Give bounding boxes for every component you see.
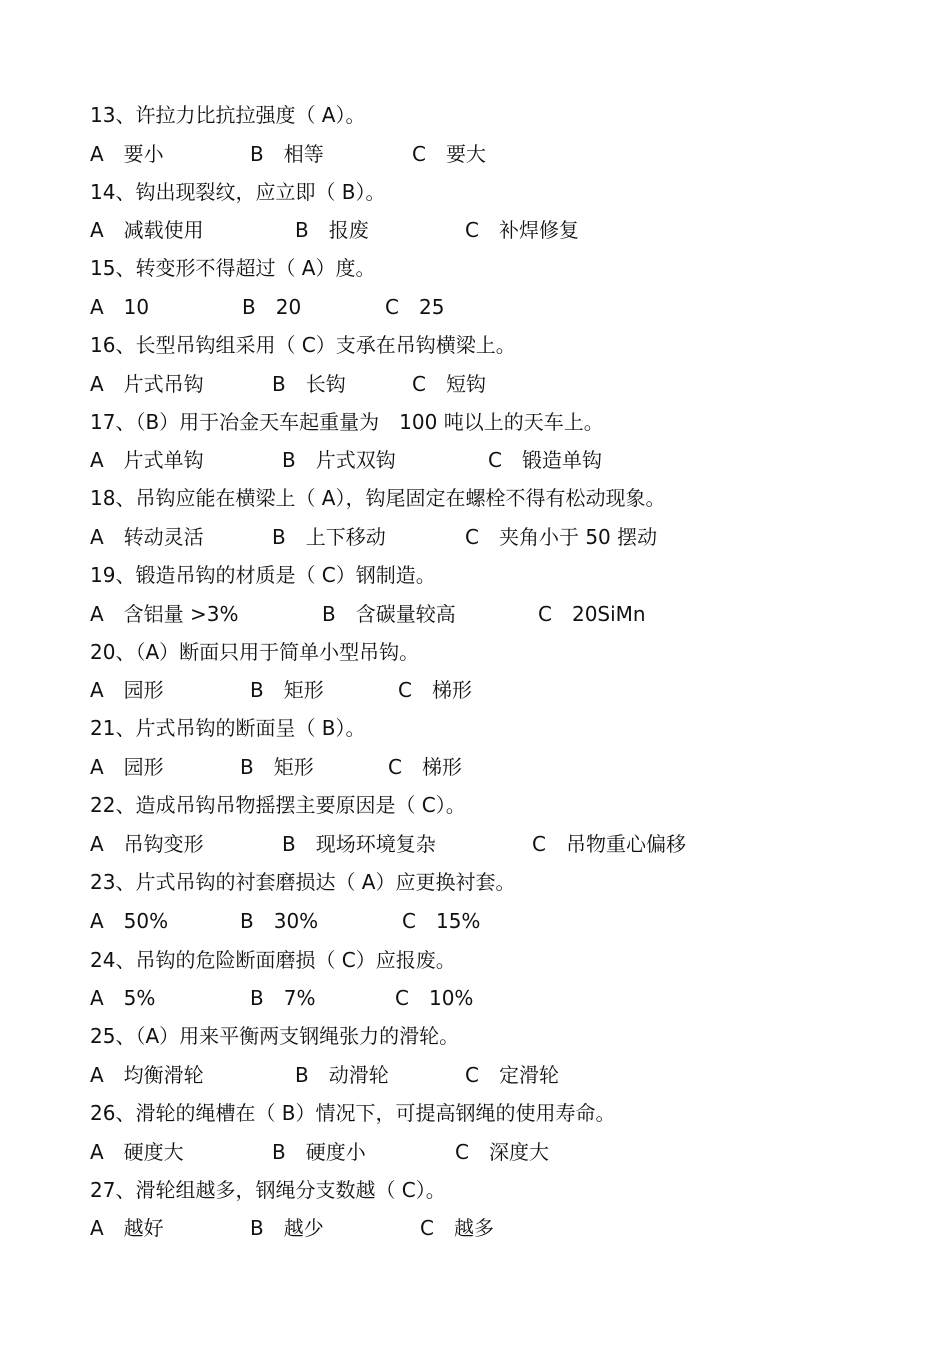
question-text: 20、（A）断面只用于简单小型吊钩。 [90, 640, 420, 664]
answer-option-a: A 园形 [90, 678, 164, 702]
answer-option-b: B 矩形 [240, 755, 314, 779]
question-text: 18、吊钩应能在横梁上（ A），钩尾固定在螺栓不得有松动现象。 [90, 486, 666, 510]
question-text: 13、许拉力比抗拉强度（ A）。 [90, 103, 366, 127]
question-text: 24、吊钩的危险断面磨损（ C）应报废。 [90, 948, 456, 972]
answer-option-c: C 夹角小于 50 摆动 [465, 525, 658, 549]
answer-options [90, 983, 890, 1013]
answer-option-c: C 定滑轮 [465, 1063, 559, 1087]
answer-option-a: A 硬度大 [90, 1140, 184, 1164]
answer-options [90, 1137, 890, 1167]
answer-option-b: B 含碳量较高 [322, 602, 456, 626]
answer-option-c: C 10% [395, 986, 474, 1010]
question-text: 22、造成吊钩吊物摇摆主要原因是（ C）。 [90, 793, 466, 817]
answer-option-b: B 20 [242, 295, 302, 319]
answer-option-b: B 现场环境复杂 [282, 832, 436, 856]
answer-options [90, 1213, 890, 1243]
question-text: 15、转变形不得超过（ A）度。 [90, 256, 376, 280]
answer-option-a: A 转动灵活 [90, 525, 204, 549]
answer-options [90, 675, 890, 705]
answer-option-b: B 硬度小 [272, 1140, 366, 1164]
answer-options [90, 599, 890, 629]
answer-options [90, 445, 890, 475]
answer-option-c: C 梯形 [398, 678, 472, 702]
answer-option-c: C 深度大 [455, 1140, 549, 1164]
answer-options [90, 829, 890, 859]
question-text: 21、片式吊钩的断面呈（ B）。 [90, 716, 366, 740]
answer-option-a: A 减载使用 [90, 218, 204, 242]
answer-option-b: B 报废 [295, 218, 369, 242]
answer-options [90, 752, 890, 782]
answer-option-b: B 相等 [250, 142, 324, 166]
answer-option-b: B 7% [250, 986, 316, 1010]
answer-option-c: C 梯形 [388, 755, 462, 779]
answer-option-b: B 片式双钩 [282, 448, 396, 472]
answer-option-b: B 30% [240, 909, 319, 933]
answer-option-a: A 片式单钩 [90, 448, 204, 472]
question-text: 16、长型吊钩组采用（ C）支承在吊钩横梁上。 [90, 333, 516, 357]
answer-option-b: B 动滑轮 [295, 1063, 389, 1087]
question-text: 17、（B）用于冶金天车起重量为 100 吨以上的天车上。 [90, 410, 604, 434]
answer-options [90, 292, 890, 322]
answer-option-c: C 吊物重心偏移 [532, 832, 686, 856]
answer-option-a: A 含铝量 >3% [90, 602, 239, 626]
answer-option-c: C 越多 [420, 1216, 494, 1240]
question-text: 26、滑轮的绳槽在（ B）情况下，可提高钢绳的使用寿命。 [90, 1101, 616, 1125]
answer-option-c: C 15% [402, 909, 481, 933]
answer-option-a: A 10 [90, 295, 150, 319]
answer-option-c: C 25 [385, 295, 445, 319]
answer-option-a: A 片式吊钩 [90, 372, 204, 396]
answer-option-c: C 补焊修复 [465, 218, 579, 242]
answer-option-b: B 上下移动 [272, 525, 386, 549]
answer-option-c: C 要大 [412, 142, 486, 166]
answer-option-b: B 越少 [250, 1216, 324, 1240]
answer-options [90, 139, 890, 169]
answer-options [90, 369, 890, 399]
answer-option-a: A 要小 [90, 142, 164, 166]
answer-options [90, 1060, 890, 1090]
answer-option-a: A 均衡滑轮 [90, 1063, 204, 1087]
question-text: 27、滑轮组越多，钢绳分支数越（ C）。 [90, 1178, 446, 1202]
answer-option-c: C 锻造单钩 [488, 448, 602, 472]
answer-options [90, 522, 890, 552]
answer-option-a: A 园形 [90, 755, 164, 779]
question-text: 19、锻造吊钩的材质是（ C）钢制造。 [90, 563, 436, 587]
answer-option-b: B 长钩 [272, 372, 346, 396]
answer-option-c: C 20SiMn [538, 602, 646, 626]
answer-option-c: C 短钩 [412, 372, 486, 396]
answer-option-a: A 越好 [90, 1216, 164, 1240]
answer-option-a: A 50% [90, 909, 169, 933]
question-text: 25、（A）用来平衡两支钢绳张力的滑轮。 [90, 1024, 460, 1048]
answer-options [90, 906, 890, 936]
answer-option-a: A 吊钩变形 [90, 832, 204, 856]
question-text: 14、钩出现裂纹，应立即（ B）。 [90, 180, 386, 204]
answer-option-b: B 矩形 [250, 678, 324, 702]
answer-option-a: A 5% [90, 986, 156, 1010]
question-text: 23、片式吊钩的衬套磨损达（ A）应更换衬套。 [90, 870, 516, 894]
answer-options [90, 215, 890, 245]
